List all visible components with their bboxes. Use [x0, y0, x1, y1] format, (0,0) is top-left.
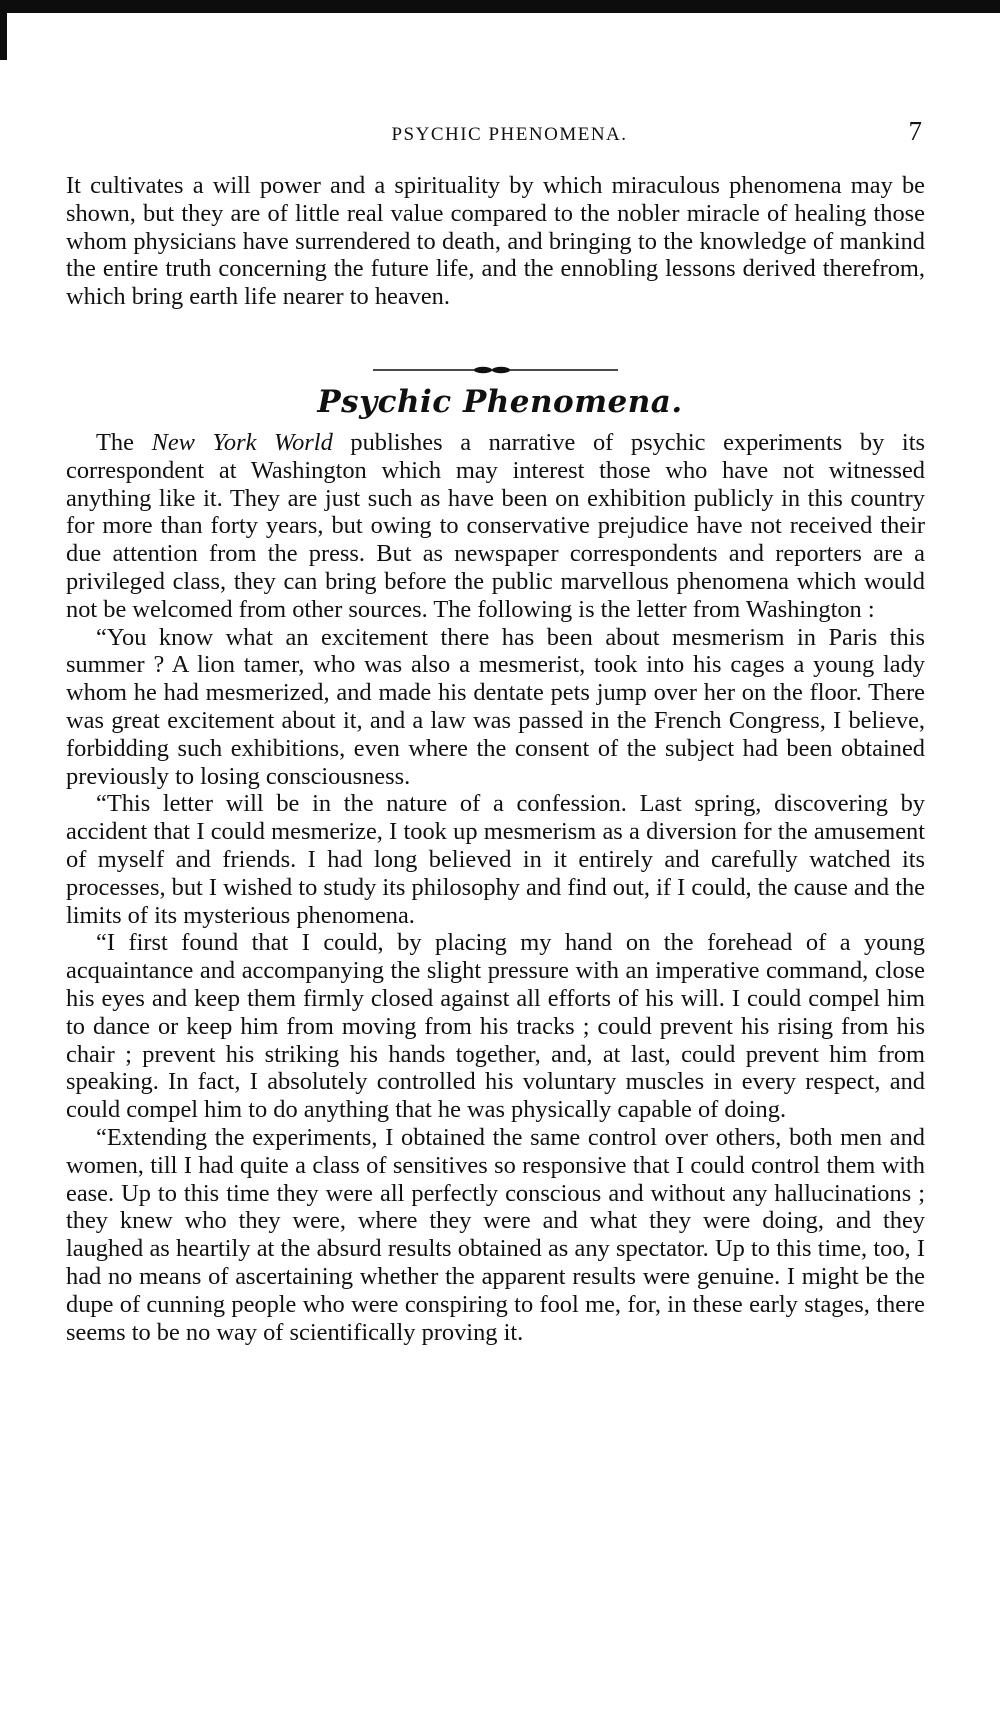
running-title: PSYCHIC PHENOMENA.	[391, 124, 628, 145]
article-paragraph-1	[66, 429, 925, 624]
article-title: Psychic Phenomena.	[317, 384, 683, 420]
article-paragraph-3: “This letter will be in the nature of a confession. Last spring, discovering by accident that I could mesmerize, I took up mesmerism as a diversion for the amusement of myself and friends. I had long believed in it entirely and carefully watched its processes, but I wished to study its philosophy and find out, if I could, the cause and the limits of its mysterious phenomena.	[66, 790, 925, 929]
newspaper-name: New York World	[151, 429, 333, 456]
article-paragraph-5: “Extending the experiments, I obtained the same control over others, both men and women, till I had quite a class of sensitives so responsive that I could control them with ease. Up to this time they were all perfectly conscious and without any hallucinations ; they knew who they were, where they were and what they were doing, and they laughed as heartily at the absurd results obtained as any spectator. Up to this time, too, I had no means of ascertaining whether the apparent results were genuine. I might be the dupe of cunning people who were conspiring to fool me, for, in these early stages, there seems to be no way of scientifically proving it.	[66, 1123, 925, 1346]
running-head	[97, 116, 922, 152]
p1-lead: The	[96, 429, 152, 456]
page-top-border	[0, 0, 1000, 13]
page-left-border	[0, 0, 7, 60]
article-paragraph-4: “I first found that I could, by placing my hand on the forehead of a young acquaintance and accompanying the slight pressure with an imperative command, close his eyes and keep them firmly closed against all efforts of his will. I could compel him to dance or keep him from moving from his tracks ; could prevent his rising from his chair ; prevent his striking his hands together, and, at last, could prevent him from speaking. In fact, I absolutely controlled his voluntary muscles in every respect, and could compel him to do anything that he was physically capable of doing.	[66, 929, 925, 1124]
p1-rest: publishes a narrative of psychic experiments by its correspondent at Washington which may interest those who have not witnessed anything like it. They are just such as have been on exhibition publicly in this country for more than forty years, but owing to conservative prejudice have not received their due attention from the press. But as newspaper correspondents and reporters are a privileged class, they can bring before the public marvellous phenomena which would not be welcomed from other sources. The following is the letter from Washington :	[66, 429, 925, 623]
intro-text: It cultivates a will power and a spirituality by which miraculous phenomena may be shown, but they are of little real value compared to the nobler miracle of healing those whom physicians have surrendered to death, and bringing to the knowledge of mankind the entire truth concerning the future life, and the ennobling lessons derived therefrom, which bring earth life nearer to heaven.	[66, 172, 925, 311]
article-body	[66, 429, 925, 1346]
article-paragraph-2: “You know what an excitement there has been about mesmerism in Paris this summer ? A lion tamer, who was also a mesmerist, took into his cages a young lady whom he had mesmerized, and made his dentate pets jump over her on the floor. There was great excitement about it, and a law was passed in the French Congress, I believe, forbidding such exhibitions, even where the consent of the subject had been obtained previously to losing consciousness.	[66, 623, 925, 790]
intro-paragraph	[66, 172, 925, 311]
section-divider-ornament	[373, 366, 618, 374]
page-number: 7	[908, 116, 922, 146]
